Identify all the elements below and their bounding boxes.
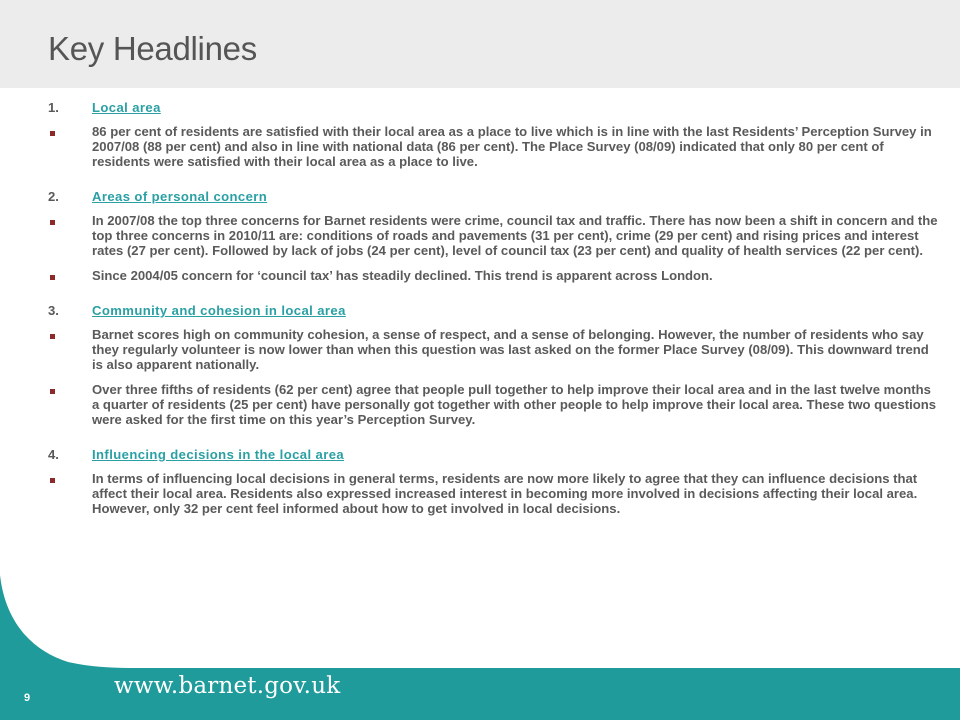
local-area-link[interactable]: Local area	[92, 100, 161, 115]
bullet-square-icon	[48, 124, 92, 139]
bullet-text: In 2007/08 the top three concerns for Barnet residents were crime, council tax and traffic. There has now been a shift in concern and the top three concerns in 2010/11 are: conditions of roads and pavements (31 per cent), crime (29 per cent) and rising prices and interest rates (27 per cent). Followed by lack of jobs (24 per cent), level of council tax (23 per cent) and quality of health services (22 per cent).	[92, 213, 938, 258]
section-heading	[48, 100, 938, 115]
bullet-square-icon	[48, 382, 92, 397]
section-community-cohesion	[48, 303, 938, 427]
section-local-area	[48, 100, 938, 169]
bullet-text: Since 2004/05 concern for ‘council tax’ has steadily declined. This trend is apparent across London.	[92, 268, 713, 283]
bullet-text: 86 per cent of residents are satisfied with their local area as a place to live which is in line with the last Residents’ Perception Survey in 2007/08 (88 per cent) and also in line with national data (86 per cent). The Place Survey (08/09) indicated that only 80 per cent of residents were satisfied with their local area as a place to live.	[92, 124, 932, 169]
bullet-square-icon	[48, 213, 92, 228]
bullet-square-icon	[48, 268, 92, 283]
section-heading	[48, 189, 938, 204]
list-item	[48, 124, 938, 169]
section-influencing-decisions	[48, 447, 938, 516]
page-title: Key Headlines	[48, 30, 257, 67]
list-item	[48, 268, 938, 283]
section-number: 4.	[48, 447, 59, 462]
content-body	[48, 100, 938, 526]
bullet-square-icon	[48, 327, 92, 342]
list-item	[48, 327, 938, 372]
section-personal-concern	[48, 189, 938, 283]
section-number: 1.	[48, 100, 59, 115]
section-heading	[48, 447, 938, 462]
footer-url: www.barnet.gov.uk	[114, 673, 341, 699]
community-cohesion-link[interactable]: Community and cohesion in local area	[92, 303, 346, 318]
section-heading	[48, 303, 938, 318]
bullet-text: In terms of influencing local decisions in general terms, residents are now more likely to agree that they can influence decisions that affect their local area. Residents also expressed increased interest in becoming more involved in decisions affecting their local area. However, only 32 per cent feel informed about how to get involved in local decisions.	[92, 471, 918, 516]
section-number: 3.	[48, 303, 59, 318]
bullet-square-icon	[48, 471, 92, 486]
list-item	[48, 471, 938, 516]
list-item	[48, 213, 938, 258]
page-number: 9	[24, 692, 31, 704]
bullet-text: Barnet scores high on community cohesion, a sense of respect, and a sense of belonging. However, the number of residents who say they regularly volunteer is now lower than when this question was last asked on the former Place Survey (08/09). This downward trend is also apparent nationally.	[92, 327, 929, 372]
list-item	[48, 382, 938, 427]
personal-concern-link[interactable]: Areas of personal concern	[92, 189, 268, 204]
influencing-decisions-link[interactable]: Influencing decisions in the local area	[92, 447, 345, 462]
bullet-text: Over three fifths of residents (62 per cent) agree that people pull together to help improve their local area and in the last twelve months a quarter of residents (25 per cent) have personally got together with other people to help improve their local area. These two questions were asked for the first time on this year’s Perception Survey.	[92, 382, 936, 427]
section-number: 2.	[48, 189, 59, 204]
